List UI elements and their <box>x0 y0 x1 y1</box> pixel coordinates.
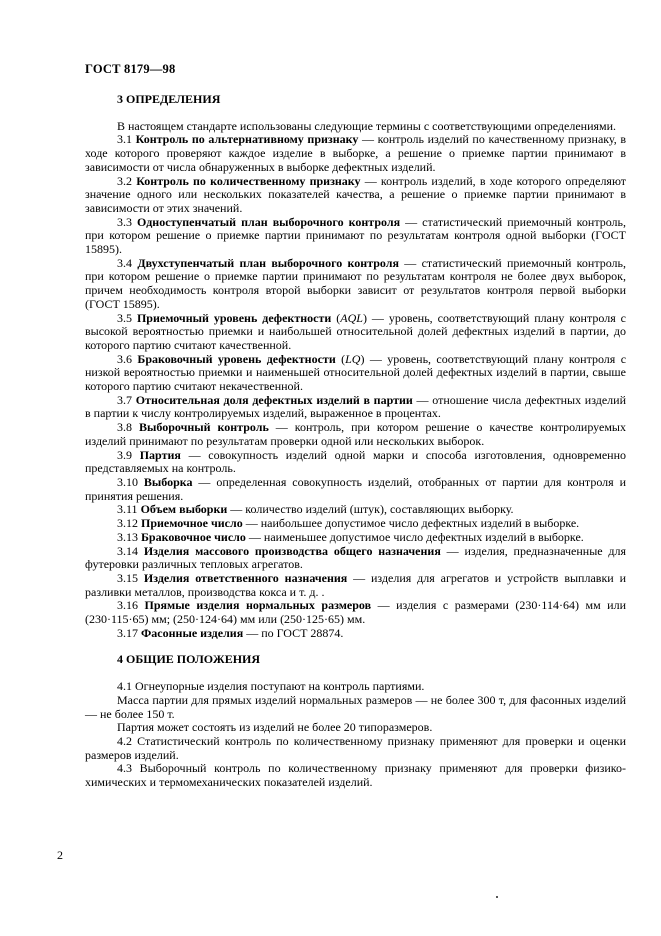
text-segment: 3.8 <box>117 420 139 435</box>
text-segment: 3.9 <box>117 447 140 462</box>
text-segment: — контроль изделий, в ходе которого определяют значение одного или нескольких показателей качества, а решение о приемке партии принимают в зависимости от этих значений. <box>85 173 626 215</box>
text-segment: AQL <box>340 310 363 325</box>
text-segment: 3.14 <box>117 543 144 558</box>
text-segment: 4.1 Огнеупорные изделия поступают на контроль партиями. <box>117 679 425 694</box>
text-segment: — статистический приемочный контроль, при котором решение о приемке партии принимают по результатам контроля не более двух выборок, причем необходимость контроля второй выборки зависит от результатов контроля первой выборки (ГОСТ 15895). <box>85 255 627 311</box>
text-segment: Выборочный контроль <box>138 420 269 435</box>
text-segment: — по ГОСТ 28874. <box>243 625 344 640</box>
text-segment: Двухступенчатый план выборочного контроля <box>137 255 399 270</box>
text-segment: 3.1 <box>117 132 136 147</box>
section-heading: 4 ОБЩИЕ ПОЛОЖЕНИЯ <box>117 652 261 667</box>
text-segment: ( <box>335 351 346 366</box>
text-segment: 3.10 <box>117 474 144 489</box>
text-segment: Масса партии для прямых изделий нормальных размеров — не более 300 т, для фасонных изделий — не более 150 т. <box>85 692 626 721</box>
text-segment: 3.7 <box>117 392 136 407</box>
text-segment: 3.12 <box>117 516 141 531</box>
text-segment: Выборка <box>143 474 193 489</box>
text-segment: Партия может состоять из изделий не более 20 типоразмеров. <box>117 720 433 735</box>
section-heading: 3 ОПРЕДЕЛЕНИЯ <box>117 92 221 106</box>
text-segment: — наименьшее допустимое число дефектных изделий в выборке. <box>245 529 584 544</box>
paragraph <box>85 312 626 353</box>
text-segment: 3.16 <box>117 598 145 613</box>
text-segment: Одноступенчатый план выборочного контроля <box>137 214 401 229</box>
paragraph <box>85 353 626 394</box>
text-segment: — количество изделий (штук), составляющих выборку. <box>227 502 514 517</box>
text-segment: Изделия ответственного назначения <box>143 570 348 585</box>
text-segment: 3.3 <box>117 214 138 229</box>
paragraph <box>85 680 626 694</box>
text-segment: — определенная совокупность изделий, отобранных от партии для контроля и принятия решения. <box>85 474 627 503</box>
text-segment: — контроль изделий по качественному признаку, в ходе которого проверяют каждое изделие в выборке, а решение о приемке партии принимают в зависимости от числа обнаруженных в выборке дефектных изделий. <box>85 132 627 174</box>
paragraph <box>85 517 626 531</box>
text-segment: — изделия с размерами (230·114·64) мм или (230·115·65) мм; (250·124·64) мм или (250·125·65) мм. <box>85 598 626 627</box>
text-segment: Контроль по альтернативному признаку <box>135 132 359 147</box>
text-segment: 4.2 Статистический контроль по количественному признаку применяют для проверки и оценки размеров изделий. <box>85 733 626 762</box>
text-segment: 3.4 <box>117 255 138 270</box>
text-segment: Прямые изделия нормальных размеров <box>144 598 372 613</box>
paragraph <box>85 216 626 257</box>
text-segment: 3.13 <box>117 529 141 544</box>
text-segment: 3.15 <box>117 570 144 585</box>
text-segment: — отношение числа дефектных изделий в партии к числу контролируемых изделий, выраженное в процентах. <box>85 392 626 421</box>
paragraph <box>85 257 626 312</box>
text-segment: Приемочный уровень дефектности <box>136 310 332 325</box>
document-content <box>85 93 626 790</box>
paragraph <box>85 394 626 421</box>
text-segment: 3.11 <box>117 502 141 517</box>
text-segment: Приемочное число <box>141 516 243 531</box>
paragraph <box>85 599 626 626</box>
text-segment: 3.17 <box>117 625 141 640</box>
text-segment: ( <box>331 310 341 325</box>
paragraph <box>85 476 626 503</box>
text-segment: 4.3 Выборочный контроль по количественному признаку применяют для проверки физико-химических и термомеханических показателей изделий. <box>85 761 626 790</box>
text-segment: 3.5 <box>117 310 137 325</box>
paragraph <box>85 175 626 216</box>
text-segment: — совокупность изделий одной марки и способа изготовления, одновременно представляемых на контроль. <box>85 447 626 476</box>
paragraph <box>85 503 626 517</box>
paragraph <box>85 762 626 789</box>
paragraph <box>85 531 626 545</box>
text-segment: Браковочный уровень дефектности <box>137 351 336 366</box>
paragraph <box>85 133 626 174</box>
text-segment: Фасонные изделия <box>141 625 244 640</box>
text-segment: 3.6 <box>117 351 138 366</box>
paragraph <box>85 120 626 134</box>
text-segment: Партия <box>139 447 181 462</box>
paragraph <box>85 421 626 448</box>
text-segment: LQ <box>345 351 361 366</box>
paragraph <box>85 721 626 735</box>
text-segment: Изделия массового производства общего назначения <box>143 543 441 558</box>
text-segment: Контроль по количественному признаку <box>136 173 361 188</box>
text-segment: — изделия для агрегатов и устройств выплавки и разливки металлов, производства кокса и т. д. . <box>85 570 626 599</box>
text-segment: ) — уровень, соответствующий плану контроля с низкой вероятностью приемки и наименьшей относительной долей дефектных изделий в партии, свыше которого партию считают некачественной. <box>85 351 627 394</box>
text-segment: ) — уровень, соответствующий плану контроля с высокой вероятностью приемки и наибольшей относительной долей дефектных изделий в партии, до которого партию считают качественной. <box>85 310 627 352</box>
text-segment: Объем выборки <box>140 502 228 517</box>
text-segment: Относительная доля дефектных изделий в партии <box>135 392 413 407</box>
paragraph <box>85 735 626 762</box>
text-segment: — контроль, при котором решение о качестве контролируемых изделий принимают по результатам проверки одной или нескольких выборок. <box>85 420 626 448</box>
text-segment: — изделия, предназначенные для футеровки различных тепловых агрегатов. <box>85 543 627 572</box>
page-number: 2 <box>57 848 63 862</box>
paragraph <box>85 545 626 572</box>
paragraph <box>85 572 626 599</box>
scan-artifact-dot <box>496 896 498 898</box>
paragraph <box>85 449 626 476</box>
text-segment: В настоящем стандарте использованы следующие термины с соответствующими определениями. <box>117 118 617 133</box>
text-segment: Браковочное число <box>141 529 246 544</box>
paragraph <box>85 694 626 721</box>
text-segment: — наибольшее допустимое число дефектных изделий в выборке. <box>242 516 580 531</box>
paragraph <box>85 627 626 641</box>
document-header: ГОСТ 8179—98 <box>85 62 176 76</box>
text-segment: — статистический приемочный контроль, при котором решение о приемке партии принимают по результатам контроля одной выборки (ГОСТ 15895). <box>85 214 627 257</box>
text-segment: 3.2 <box>117 173 137 188</box>
